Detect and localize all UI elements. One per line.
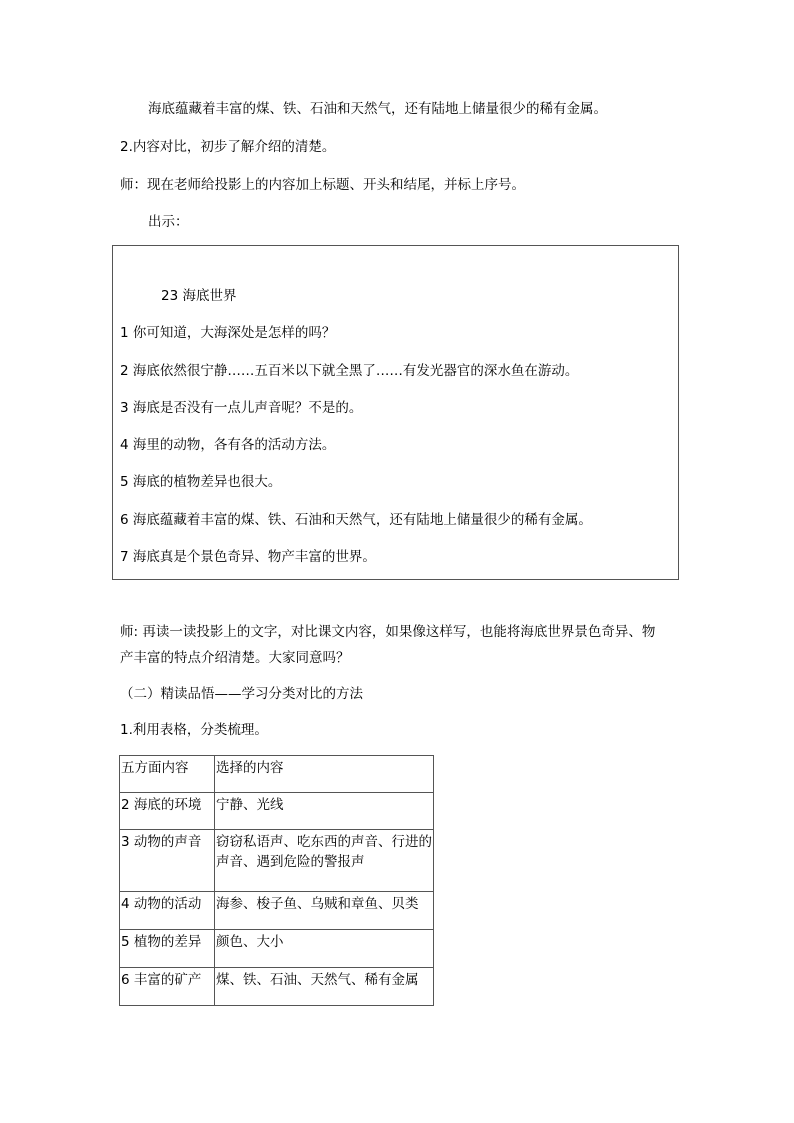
teacher-question-line-1: 师: 再读一读投影上的文字，对比课文内容，如果像这样写，也能将海底世界景色奇异、物 <box>120 624 656 640</box>
table-row <box>120 968 434 1006</box>
projection-item-1: 1 你可知道，大海深处是怎样的吗？ <box>120 325 336 341</box>
table-row <box>120 892 434 930</box>
table-cell-aspect: 6 丰富的矿产 <box>120 968 215 1006</box>
paragraph-minerals: 海底蕴藏着丰富的煤、铁、石油和天然气，还有陆地上储量很少的稀有金属。 <box>148 101 607 117</box>
projection-box <box>112 245 679 580</box>
table-row <box>120 930 434 968</box>
table-cell-aspect: 5 植物的差异 <box>120 930 215 968</box>
projection-item-4: 4 海里的动物，各有各的活动方法。 <box>120 437 336 453</box>
paragraph-teacher-instruction: 师：现在老师给投影上的内容加上标题、开头和结尾，并标上序号。 <box>120 177 525 193</box>
paragraph-show-label: 出示： <box>148 214 189 230</box>
classification-table <box>119 755 434 1006</box>
step-heading: 1.利用表格，分类梳理。 <box>120 722 268 738</box>
projection-title: 23 海底世界 <box>161 288 237 304</box>
table-cell-content: 煤、铁、石油、天然气、稀有金属 <box>215 968 434 1006</box>
table-header-row <box>120 756 434 793</box>
projection-item-5: 5 海底的植物差异也很大。 <box>120 474 282 490</box>
table-cell-content <box>215 830 434 892</box>
table-cell-aspect: 3 动物的声音 <box>120 830 215 892</box>
table-cell-content: 宁静、光线 <box>215 793 434 830</box>
table-cell-content: 颜色、大小 <box>215 930 434 968</box>
section-heading: （二）精读品悟——学习分类对比的方法 <box>120 686 363 702</box>
paragraph-content-compare: 2.内容对比，初步了解介绍的清楚。 <box>120 139 336 155</box>
table-cell-aspect: 2 海底的环境 <box>120 793 215 830</box>
projection-item-6: 6 海底蕴藏着丰富的煤、铁、石油和天然气，还有陆地上储量很少的稀有金属。 <box>120 512 592 528</box>
projection-item-3: 3 海底是否没有一点儿声音呢？不是的。 <box>120 400 363 416</box>
projection-item-7: 7 海底真是个景色奇异、物产丰富的世界。 <box>120 549 376 565</box>
table-row <box>120 793 434 830</box>
table-cell-content-line: 声音、遇到危险的警报声 <box>216 854 365 870</box>
projection-item-2: 2 海底依然很宁静……五百米以下就全黑了……有发光器官的深水鱼在游动。 <box>120 363 579 379</box>
table-cell-aspect: 4 动物的活动 <box>120 892 215 930</box>
teacher-question-line-2: 产丰富的特点介绍清楚。大家同意吗？ <box>120 650 350 666</box>
table-header-aspect: 五方面内容 <box>120 756 215 793</box>
table-cell-content-line: 窃窃私语声、吃东西的声音、行进的 <box>216 834 432 850</box>
table-header-content: 选择的内容 <box>215 756 434 793</box>
table-cell-content: 海参、梭子鱼、乌贼和章鱼、贝类 <box>215 892 434 930</box>
table-row <box>120 830 434 892</box>
